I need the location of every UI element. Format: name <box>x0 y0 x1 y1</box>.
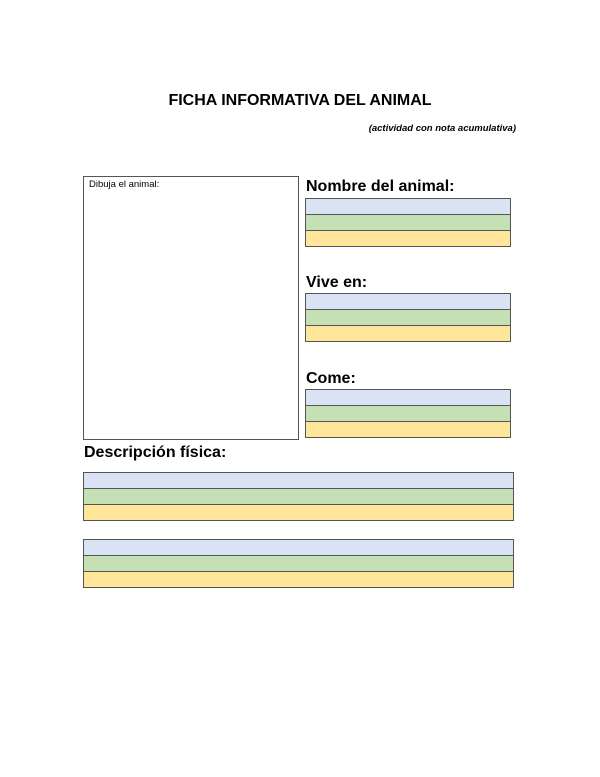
page-title: FICHA INFORMATIVA DEL ANIMAL <box>168 92 432 109</box>
drawing-area-label: Dibuja el animal: <box>89 179 160 190</box>
animal-name-lines <box>305 198 511 247</box>
drawing-area[interactable] <box>83 176 299 440</box>
animal-name-label: Nombre del animal: <box>306 178 455 195</box>
habitat-line-1[interactable] <box>305 293 511 310</box>
animal-name-line-2[interactable] <box>305 214 511 231</box>
diet-line-1[interactable] <box>305 389 511 406</box>
page-subtitle: (actividad con nota acumulativa) <box>368 123 516 134</box>
habitat-line-3[interactable] <box>305 325 511 342</box>
physical-description-block-1 <box>83 472 514 521</box>
animal-name-line-1[interactable] <box>305 198 511 215</box>
description-line-6[interactable] <box>83 571 514 588</box>
description-line-2[interactable] <box>83 488 514 505</box>
description-line-3[interactable] <box>83 504 514 521</box>
habitat-label: Vive en: <box>306 274 368 291</box>
description-line-5[interactable] <box>83 555 514 572</box>
habitat-lines <box>305 293 511 342</box>
description-line-1[interactable] <box>83 472 514 489</box>
habitat-line-2[interactable] <box>305 309 511 326</box>
diet-label: Come: <box>306 370 356 387</box>
diet-line-2[interactable] <box>305 405 511 422</box>
diet-line-3[interactable] <box>305 421 511 438</box>
description-line-4[interactable] <box>83 539 514 556</box>
animal-name-line-3[interactable] <box>305 230 511 247</box>
physical-description-block-2 <box>83 539 514 588</box>
physical-description-label: Descripción física: <box>84 444 227 461</box>
diet-lines <box>305 389 511 438</box>
